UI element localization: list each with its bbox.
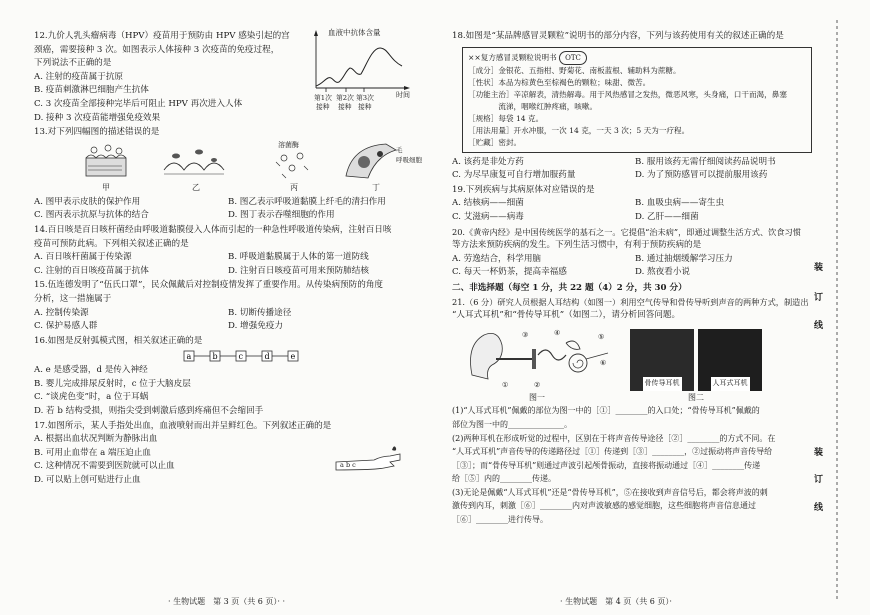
reflex-node-label: c [238, 352, 243, 362]
q21-line: 激传到内耳，刺激［⑥］________内对声波敏感的感觉细胞，这些细胞将声音信息通过 [452, 501, 756, 511]
svg-text:溶菌酶: 溶菌酶 [278, 140, 299, 149]
q12-stem-line: 颈癌，需要接种 3 次。如图表示人体接种 3 次疫苗的免疫过程， [34, 44, 280, 55]
binding-char: 装 [814, 448, 824, 458]
hand-bleeding-figure [334, 436, 404, 476]
q21-line: 给［⑤］内的________传递。 [452, 474, 556, 484]
svg-text:④: ④ [554, 328, 561, 337]
question-14 [34, 224, 416, 278]
q21-line: ［⑥］________进行传导。 [452, 515, 548, 525]
svg-text:③: ③ [522, 330, 529, 339]
q20-option: B. 通过抽烟缓解学习压力 [635, 253, 733, 264]
q15-option: D. 增强免疫力 [228, 321, 284, 332]
question-18 [452, 30, 812, 183]
q13-figures [64, 140, 444, 196]
bone-conduction-label: 骨传导耳机 [643, 377, 682, 391]
q21-line: (3)无论是佩戴“人耳式耳机”还是“骨传导耳机”，⑤在接收到声音信号后，都会将声波的刺 [452, 487, 768, 497]
chart-tick-label: 第1次 [314, 94, 332, 102]
q16-option: B. 婴儿完成排尿反射时，c 位于大脑皮层 [34, 378, 191, 389]
reflex-node-label: e [290, 352, 296, 362]
right-page [452, 30, 812, 528]
q21-subquestions [452, 404, 812, 526]
q18-option: A. 该药是非处方药 [452, 156, 524, 167]
svg-text:⑤: ⑤ [598, 332, 605, 341]
q12-stem-line: 下列说法不正确的是 [34, 58, 112, 69]
binding-line [826, 0, 848, 615]
ear-diagram [462, 325, 612, 391]
q17-option: A. 根据出血状况判断为静脉出血 [34, 434, 158, 445]
figure-label: 丁 [372, 182, 380, 192]
q13-option: A. 图甲表示皮肤的保护作用 [34, 196, 141, 207]
chart-tick-label: 接种 [358, 103, 372, 111]
q17-option: D. 可以贴上创可贴进行止血 [34, 475, 141, 486]
chart-tick-label: 第2次 [336, 94, 354, 102]
question-12 [34, 30, 416, 125]
q19-option: D. 乙肝——细菌 [635, 211, 699, 222]
q20-option: D. 熬夜看小说 [635, 267, 691, 278]
q20-option: A. 劳逸结合，科学用脑 [452, 253, 542, 264]
q18-stem: 18.如图是“某品牌感冒灵颗粒”说明书的部分内容，下列与该药使用有关的叙述正确的是 [452, 31, 784, 41]
q21-stem-line: “人耳式耳机”和“骨传导耳机”（如图二），请分析回答问题。 [452, 310, 681, 321]
antibody-chart [306, 26, 418, 118]
label-line: ［用法用量］开水冲服，一次 14 克，一天 3 次；5 天为一疗程。 [468, 125, 690, 135]
label-line: ［性状］本品为棕黄色至棕褐色的颗粒；味甜、微苦。 [468, 77, 651, 87]
question-15 [34, 279, 416, 333]
q14-options [34, 251, 416, 278]
label-line: ［功能主治］辛凉解表，清热解毒。用于风热感冒之发热，微恶风寒，头身痛，口干而渴，鼻塞 [468, 89, 787, 99]
antibody-curve [316, 48, 402, 86]
otc-badge: OTC [559, 51, 587, 65]
q20-stem-line: 等方法来预防疾病的发生。下列生活习惯中，有利于预防疾病的是 [452, 240, 702, 251]
question-13 [34, 126, 422, 223]
q16-option: D. 若 b 结构受损，则指尖受到刺激后感到疼痛但不会缩回手 [34, 406, 264, 417]
figure-bing [276, 140, 308, 178]
q17-stem: 17.如图所示，某人手指处出血，血液喷射而出并呈鲜红色。下列叙述正确的是 [34, 420, 332, 431]
figure-label: 乙 [192, 182, 200, 192]
figure2-caption: 图二 [688, 392, 704, 402]
svg-text:②: ② [534, 380, 541, 389]
figure-yi [164, 149, 224, 174]
q19-option: B. 血吸虫病——寄生虫 [635, 198, 725, 209]
reflex-node-label: b [212, 352, 218, 362]
reflex-node-label: d [264, 352, 270, 362]
q14-stem-line: 疫苗可预防此病。下列相关叙述正确的是 [34, 238, 189, 249]
q21-line: (1)“人耳式耳机”佩戴的部位为图一中的［①］________的入口处；“骨传导耳机”佩戴的 [452, 406, 760, 416]
q19-option: A. 结核病——细菌 [452, 198, 524, 209]
q18-option: B. 服用该药无需仔细阅读药品说明书 [635, 156, 776, 167]
reflex-arc-diagram [34, 348, 414, 364]
medicine-name: ××复方感冒灵颗粒说明书 [468, 52, 557, 62]
label-line: ［贮藏］密封。 [468, 137, 522, 147]
chart-tick-label: 接种 [316, 103, 330, 111]
question-19 [452, 184, 812, 225]
q21-line: ［③］；而“骨传导耳机”则通过声波引起颅骨振动，直接将振动通过［④］________传递 [452, 460, 761, 470]
q20-option: C. 每天一杯奶茶，提高幸福感 [452, 267, 567, 278]
q14-option: D. 注射百日咳疫苗可用来预防肺结核 [228, 265, 369, 276]
medicine-label-box [462, 47, 812, 153]
ear-structure-figure [462, 325, 612, 405]
q17-option: C. 这种情况不需要到医院就可以止血 [34, 461, 175, 472]
q12-stem-line: 12.九价人乳头瘤病毒（HPV）疫苗用于预防由 HPV 感染引起的宫 [34, 31, 290, 41]
footer-right: · 生物试题 第 4 页（共 6 页）· [560, 597, 672, 606]
q15-stem-line: 分析，这一措施属于 [34, 293, 112, 304]
figure1-caption: 图一 [529, 392, 545, 402]
in-ear-label: 人耳式耳机 [711, 377, 750, 391]
q20-options [452, 253, 812, 280]
binding-char: 装 [814, 263, 824, 273]
section-2-heading: 二、非选择题（每空 1 分，共 22 题（4）2 分，共 30 分） [452, 282, 687, 293]
figure-ding [346, 144, 423, 178]
svg-text:⑥: ⑥ [600, 358, 607, 367]
q17-option: B. 可用止血带在 a 端压迫止血 [34, 447, 151, 458]
q17-fig-labels: a b c [340, 460, 356, 469]
left-page [34, 28, 422, 489]
binding-char: 订 [814, 475, 824, 485]
chart-tick-label: 第3次 [356, 94, 374, 102]
q21-line: 部位为图一中的______________。 [452, 419, 572, 429]
q18-option: C. 为尽早康复可自行增加服药量 [452, 170, 576, 181]
question-21 [452, 296, 812, 527]
q16-option: C. “谈虎色变”时，a 位于耳蜗 [34, 392, 149, 403]
figure-label: 丙 [290, 182, 298, 192]
earphone-photos [630, 329, 762, 405]
q12-option: B. 疫苗刺激淋巴细胞产生抗体 [34, 85, 149, 96]
q15-options [34, 307, 416, 334]
q13-stem: 13.对下列四幅图的描述错误的是 [34, 127, 160, 138]
q18-option: D. 为了预防感冒可以提前服用该药 [635, 170, 768, 181]
q14-option: C. 注射的百日咳疫苗属于抗体 [34, 265, 149, 276]
chart-tick-label: 接种 [338, 103, 352, 111]
in-ear-photo [698, 329, 762, 391]
question-17 [34, 420, 416, 488]
label-line: 流涕，咽喉红肿疼痛，咳嗽。 [468, 101, 598, 111]
chart-title: 血液中抗体含量 [328, 28, 381, 37]
label-line: ［规格］每袋 14 克。 [468, 113, 544, 123]
reflex-node-label: a [186, 352, 192, 362]
q19-stem: 19.下列疾病与其病原体对应错误的是 [452, 184, 595, 195]
svg-text:①: ① [502, 380, 509, 389]
q12-option: C. 3 次疫苗全部接种完毕后可阻止 HPV 再次进入人体 [34, 98, 243, 109]
q12-option: A. 注射的疫苗属于抗原 [34, 71, 124, 82]
q13-option: B. 图乙表示呼吸道黏膜上纤毛的清扫作用 [228, 196, 386, 207]
q12-option: D. 接种 3 次疫苗能增强免疫效果 [34, 112, 161, 123]
q21-line: (2)两种耳机在形成听觉的过程中，区别在于将声音传导途径［②］________的方式不同。在 [452, 433, 776, 443]
question-20 [452, 226, 812, 280]
label-line: ［成分］金银花、五指柑、野菊花、南板蓝根、辅助料为蔗糖。 [468, 65, 681, 75]
q15-option: A. 控制传染源 [34, 307, 89, 318]
q14-option: B. 呼吸道黏膜属于人体的第一道防线 [228, 252, 369, 263]
figure-jia [86, 145, 126, 176]
svg-text:呼吸细胞: 呼吸细胞 [396, 155, 422, 164]
q21-figures [462, 325, 812, 405]
footer-left: · 生物试题 第 3 页（共 6 页）· · [168, 597, 286, 606]
binding-char: 线 [814, 503, 824, 513]
q21-stem-line: 21.（6 分）研究人员根据人耳结构（如图一）利用空气传导和骨传导听到声音的两种方式，制造出 [452, 296, 809, 307]
bone-conduction-photo [630, 329, 694, 391]
question-16 [34, 335, 416, 419]
q13-options [34, 196, 416, 223]
binding-char: 订 [814, 293, 824, 303]
q13-option: C. 图丙表示抗原与抗体的结合 [34, 210, 149, 221]
q14-stem-line: 14.百日咳是百日咳杆菌经由呼吸道黏膜侵入人体而引起的一种急性呼吸道传染病，注射百日咳 [34, 224, 392, 235]
q15-option: C. 保护易感人群 [34, 321, 98, 332]
q19-option: C. 艾滋病——病毒 [452, 211, 524, 222]
svg-text:毛: 毛 [396, 145, 403, 154]
q15-stem-line: 15.伍连德发明了“伍氏口罩”，民众佩戴后对控制疫情发挥了重要作用。从传染病预防的角度 [34, 280, 384, 291]
q21-line: “人耳式耳机”声音传导的传递路径过［①］传递到［③］________，②过振动将声音传导给 [452, 447, 773, 457]
q13-option: D. 图丁表示吞噬细胞的作用 [228, 210, 335, 221]
q16-stem: 16.如图是反射弧模式图，相关叙述正确的是 [34, 335, 203, 346]
figure-label: 甲 [102, 182, 110, 192]
binding-char: 线 [814, 321, 824, 331]
q14-option: A. 百日咳杆菌属于传染源 [34, 252, 132, 263]
q16-option: A. e 是感受器，d 是传入神经 [34, 365, 148, 376]
chart-xlabel: 时间 [396, 91, 410, 99]
q15-option: B. 切断传播途径 [228, 307, 292, 318]
q20-stem-line: 20.《黄帝内经》是中国传统医学的基石之一。它提倡“治未病”，即通过调整生活方式、饮食习惯 [452, 226, 801, 237]
q18-options [452, 156, 812, 183]
q19-options [452, 197, 812, 224]
